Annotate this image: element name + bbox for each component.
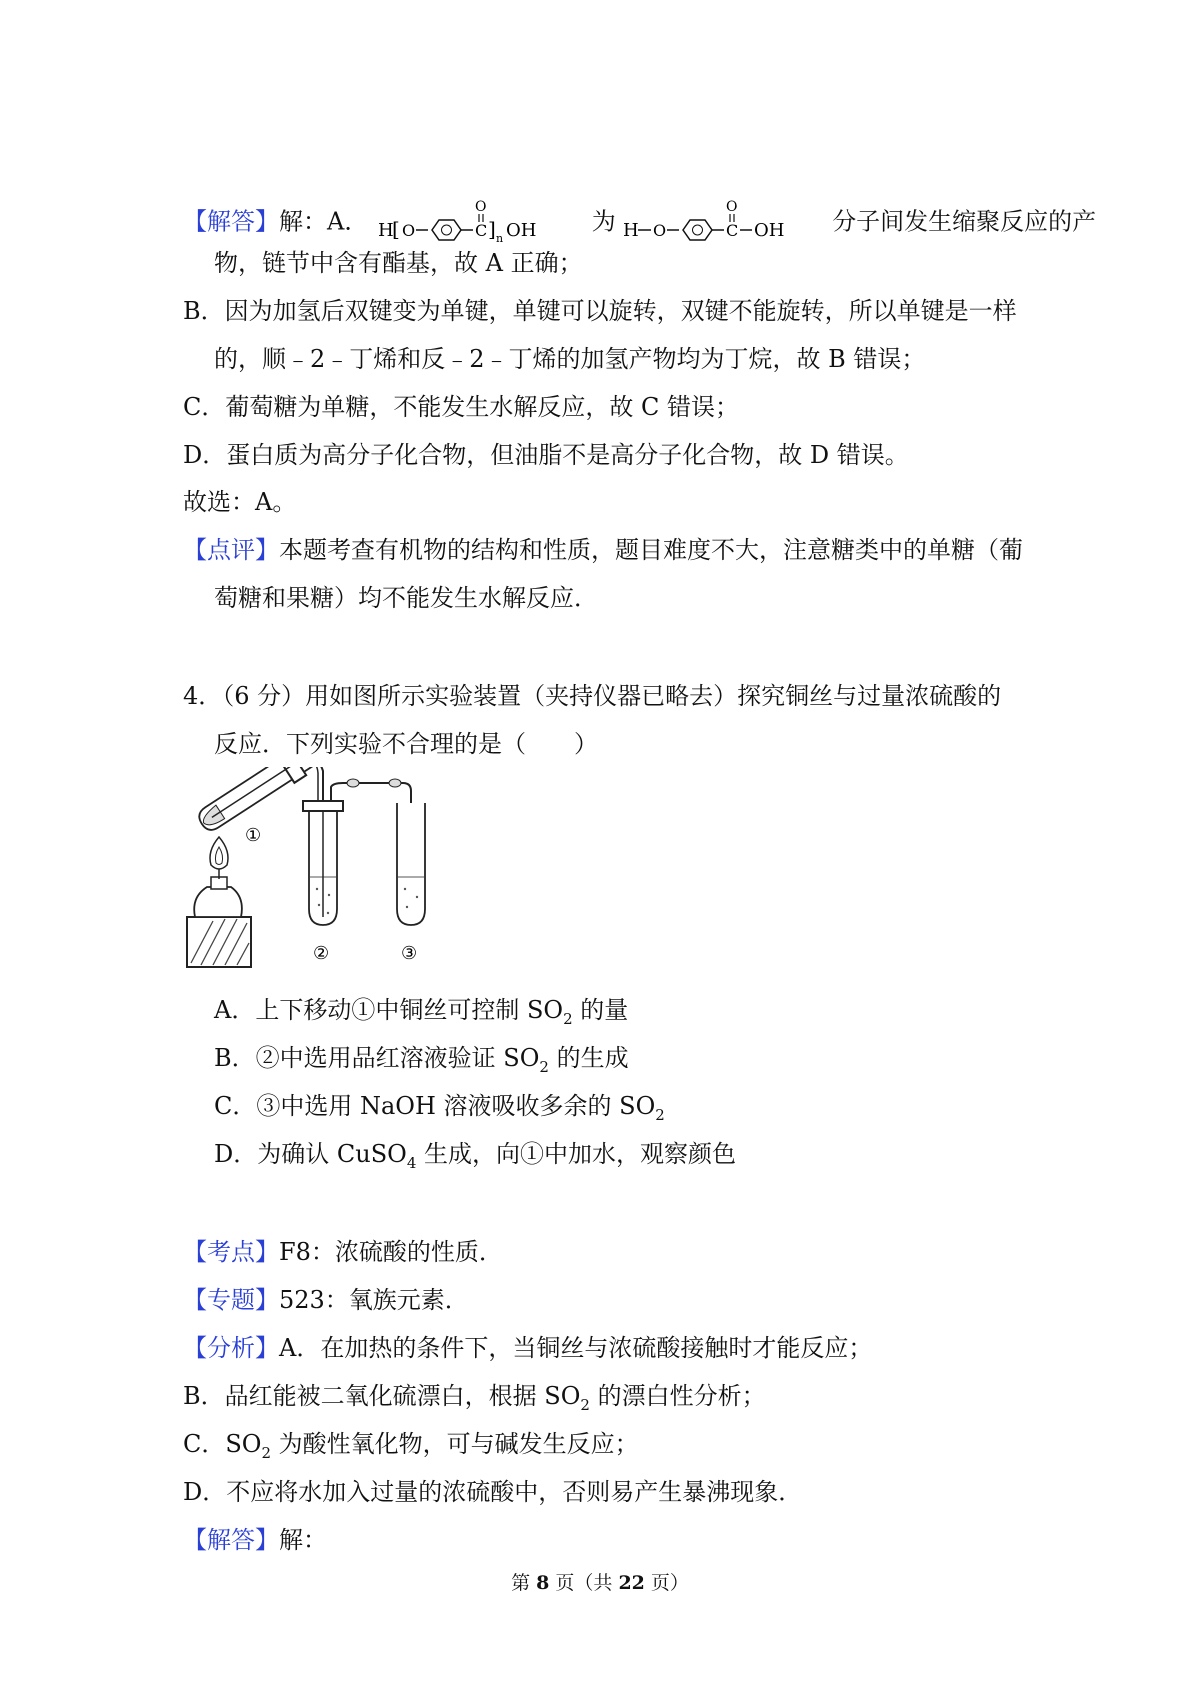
svg-text:OH: OH	[505, 220, 537, 241]
footer-total-pages: 22	[618, 1572, 645, 1594]
figure-label-2: ②	[313, 943, 330, 964]
fenxi-line-a	[183, 1332, 872, 1364]
option-d-text: D．为确认 CuSO	[214, 1140, 407, 1168]
answer-line-a	[183, 196, 1096, 250]
fenxi-line-b	[183, 1380, 766, 1412]
answer-line-b1: B．因为加氢后双键变为单键，单键可以旋转，双键不能旋转，所以单键是一样	[183, 297, 1017, 325]
answer-line-c: C．葡萄糖为单糖，不能发生水解反应，故 C 错误；	[183, 393, 739, 421]
svg-text:O: O	[474, 199, 487, 215]
option-d-post: 生成，向①中加水，观察颜色	[416, 1140, 736, 1168]
svg-text:n: n	[495, 232, 504, 245]
fenxi-tag: 【分析】	[183, 1334, 279, 1362]
svg-text:O: O	[401, 221, 416, 240]
answer-tag: 【解答】	[183, 207, 279, 236]
svg-text:H: H	[377, 220, 394, 241]
polymer-formula-drawing	[376, 196, 586, 250]
zhuanti-text: 523：氧族元素．	[279, 1286, 469, 1314]
footer-mid: 页（共	[549, 1572, 619, 1594]
option-a	[214, 994, 628, 1026]
question4-line-1: 4．（6 分）用如图所示实验装置（夹持仪器已略去）探究铜丝与过量浓硫酸的	[183, 682, 1002, 710]
kaodian-line	[183, 1236, 503, 1268]
option-c-sub: 2	[655, 1105, 665, 1124]
apparatus-figure	[183, 767, 453, 977]
option-d-sub: 4	[406, 1153, 417, 1172]
question4-line-2: 反应．下列实验不合理的是（ ）	[214, 730, 598, 758]
fenxi-b-post: 的漂白性分析；	[589, 1382, 766, 1410]
fenxi-b-sub: 2	[580, 1395, 590, 1414]
kaodian-tag: 【考点】	[183, 1238, 279, 1266]
answer-suffix: 分子间发生缩聚反应的产	[832, 207, 1097, 236]
page-footer	[0, 1571, 1200, 1595]
option-c-text: C．③中选用 NaOH 溶液吸收多余的 SO	[214, 1092, 656, 1120]
option-a-text: A．上下移动①中铜丝可控制 SO	[214, 996, 564, 1024]
fenxi-c-text: C．SO	[183, 1430, 262, 1458]
figure-label-3: ③	[401, 943, 418, 964]
answer-line-d: D．蛋白质为高分子化合物，但油脂不是高分子化合物，故 D 错误。	[183, 441, 909, 469]
svg-text:C: C	[474, 221, 488, 240]
comment-tag: 【点评】	[183, 536, 279, 564]
monomer-formula-drawing	[621, 196, 826, 250]
svg-text:H: H	[623, 220, 640, 241]
option-b-sub: 2	[539, 1057, 549, 1076]
option-a-sub: 2	[563, 1009, 573, 1028]
kaodian-text: F8：浓硫酸的性质．	[279, 1238, 503, 1266]
option-a-post: 的量	[572, 996, 629, 1024]
monomer-formula	[616, 199, 832, 241]
option-b-post: 的生成	[548, 1044, 629, 1072]
svg-text:]: ]	[487, 217, 496, 241]
svg-text:O: O	[726, 199, 738, 215]
answer-line-b2: 的，顺﹣2﹣丁烯和反﹣2﹣丁烯的加氢产物均为丁烷，故 B 错误；	[214, 345, 926, 373]
footer-post: 页）	[644, 1572, 689, 1594]
answer-prefix: 解：A．	[279, 207, 369, 236]
apparatus-drawing	[183, 767, 453, 977]
footer-pre: 第	[511, 1572, 537, 1594]
svg-text:[: [	[391, 217, 400, 241]
answer-choice: 故选：A。	[183, 488, 297, 516]
comment-line-1	[183, 534, 1023, 566]
fenxi-line-d: D．不应将水加入过量的浓硫酸中，否则易产生暴沸现象．	[183, 1478, 803, 1506]
svg-text:O: O	[653, 221, 667, 240]
comment-text-1: 本题考查有机物的结构和性质，题目难度不大，注意糖类中的单糖（葡	[279, 536, 1023, 564]
polymer-formula	[376, 199, 592, 245]
comment-line-2: 萄糖和果糖）均不能发生水解反应．	[214, 584, 598, 612]
fenxi-c-sub: 2	[261, 1443, 272, 1462]
option-b	[214, 1042, 629, 1074]
figure-label-1: ①	[245, 825, 262, 846]
answer-line-a2: 物，链节中含有酯基，故 A 正确；	[214, 249, 583, 277]
fenxi-line-c	[183, 1428, 639, 1460]
zhuanti-line	[183, 1284, 469, 1316]
jieda-text: 解：	[279, 1526, 327, 1554]
footer-page-number: 8	[536, 1572, 550, 1594]
zhuanti-tag: 【专题】	[183, 1286, 279, 1314]
jieda-tag: 【解答】	[183, 1526, 279, 1554]
fenxi-c-post: 为酸性氧化物，可与碱发生反应；	[271, 1430, 639, 1458]
answer-mid: 为	[591, 207, 616, 236]
option-b-text: B．②中选用品红溶液验证 SO	[214, 1044, 540, 1072]
option-d	[214, 1138, 736, 1170]
jieda-line	[183, 1524, 327, 1556]
fenxi-a-text: A．在加热的条件下，当铜丝与浓硫酸接触时才能反应；	[279, 1334, 873, 1362]
fenxi-b-text: B．品红能被二氧化硫漂白，根据 SO	[183, 1382, 581, 1410]
option-c	[214, 1090, 665, 1122]
svg-text:C: C	[726, 221, 739, 240]
svg-text:OH: OH	[754, 220, 785, 241]
